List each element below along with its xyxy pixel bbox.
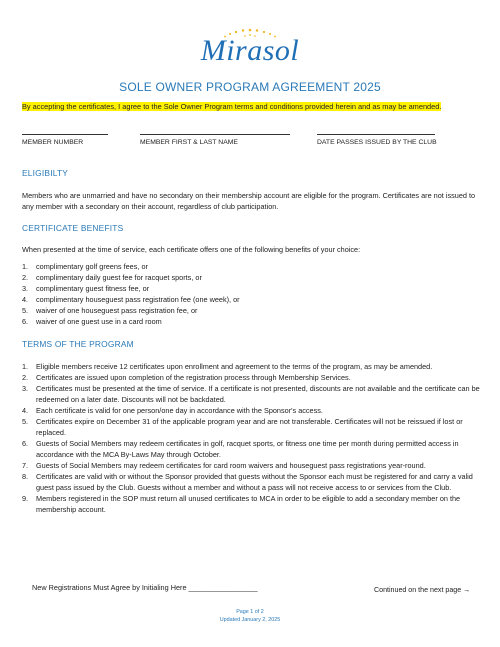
list-item: 3. Certificates must be presented at the time of service. If a certificate is not presented, discounts are not available and the certificate can be redeemed on a later date. Discounts will not be backdated. xyxy=(22,384,480,404)
list-item: 1. complimentary golf greens fees, or xyxy=(22,262,148,271)
mirasol-logo xyxy=(185,24,315,74)
initial-field[interactable]: New Registrations Must Agree by Initialing Here _________________ xyxy=(32,583,258,592)
date-issued-field[interactable] xyxy=(317,134,435,158)
page-number: Page 1 of 2 xyxy=(236,609,264,615)
continued-note: Continued on the next page → xyxy=(374,586,471,594)
highlight-text: By accepting the certificates, I agree to the Sole Owner Program terms and conditions provided herein and as may be amended. xyxy=(22,102,442,111)
list-item: 2. complimentary daily guest fee for racquet sports, or xyxy=(22,273,202,282)
terms-heading: TERMS OF THE PROGRAM xyxy=(22,339,134,349)
terms-list xyxy=(22,361,482,515)
list-item: 9. Members registered in the SOP must return all unused certificates to MCA in order to be eligible to add a secondary member on the membership account. xyxy=(22,494,461,514)
member-name-label: MEMBER FIRST & LAST NAME xyxy=(140,139,238,146)
list-item: 2. Certificates are issued upon completion of the registration process through Membership Services. xyxy=(22,373,351,382)
member-number-field[interactable] xyxy=(22,134,108,158)
list-item: 6. waiver of one guest use in a card room xyxy=(22,317,162,326)
page-title: SOLE OWNER PROGRAM AGREEMENT 2025 xyxy=(119,80,381,94)
benefits-list xyxy=(22,261,482,327)
page-footer xyxy=(0,608,500,624)
benefits-heading: CERTIFICATE BENEFITS xyxy=(22,223,124,233)
list-item: 5. Certificates expire on December 31 of the applicable program year and are not transferable. Certificates will not be reissued if lost or replaced. xyxy=(22,417,463,437)
list-item: 8. Certificates are valid with or without the Sponsor provided that guests without the Sponsor each must be registered for and carry a valid guest pass issued by the Club. Guests without a member and without a pass will not receive access to or services from the Club. xyxy=(22,472,473,492)
list-item: 4. Each certificate is valid for one person/one day in accordance with the Sponsor's access. xyxy=(22,406,323,415)
eligibility-heading: ELIGIBILTY xyxy=(22,168,69,178)
list-item: 7. Guests of Social Members may redeem certificates for card room waivers and houseguest pass registrations year-round. xyxy=(22,461,426,470)
list-item: 5. waiver of one houseguest pass registration fee, or xyxy=(22,306,198,315)
list-item: 1. Eligible members receive 12 certificates upon enrollment and agreement to the terms of the program, as may be amended. xyxy=(22,362,433,371)
member-name-field[interactable] xyxy=(140,134,290,158)
list-item: 4. complimentary houseguest pass registration fee (one week), or xyxy=(22,295,240,304)
list-item: 6. Guests of Social Members may redeem certificates in golf, racquet sports, or fitness one time per month during permitted access in accordance with the MCA By-Laws May through October. xyxy=(22,439,459,459)
eligibility-text: Members who are unmarried and have no secondary on their membership account are eligible for the program. Certificates are not issued to any member with a secondary on their account, regardless of club participation. xyxy=(22,191,476,211)
member-number-label: MEMBER NUMBER xyxy=(22,139,84,146)
logo-wordmark: Mirasol xyxy=(200,34,300,67)
agreement-highlight xyxy=(22,102,480,112)
date-issued-label: DATE PASSES ISSUED BY THE CLUB xyxy=(317,139,437,146)
list-item: 3. complimentary guest fitness fee, or xyxy=(22,284,150,293)
updated-date: Updated January 2, 2025 xyxy=(219,617,281,623)
benefits-intro: When presented at the time of service, each certificate offers one of the following benefits of your choice: xyxy=(22,245,361,254)
